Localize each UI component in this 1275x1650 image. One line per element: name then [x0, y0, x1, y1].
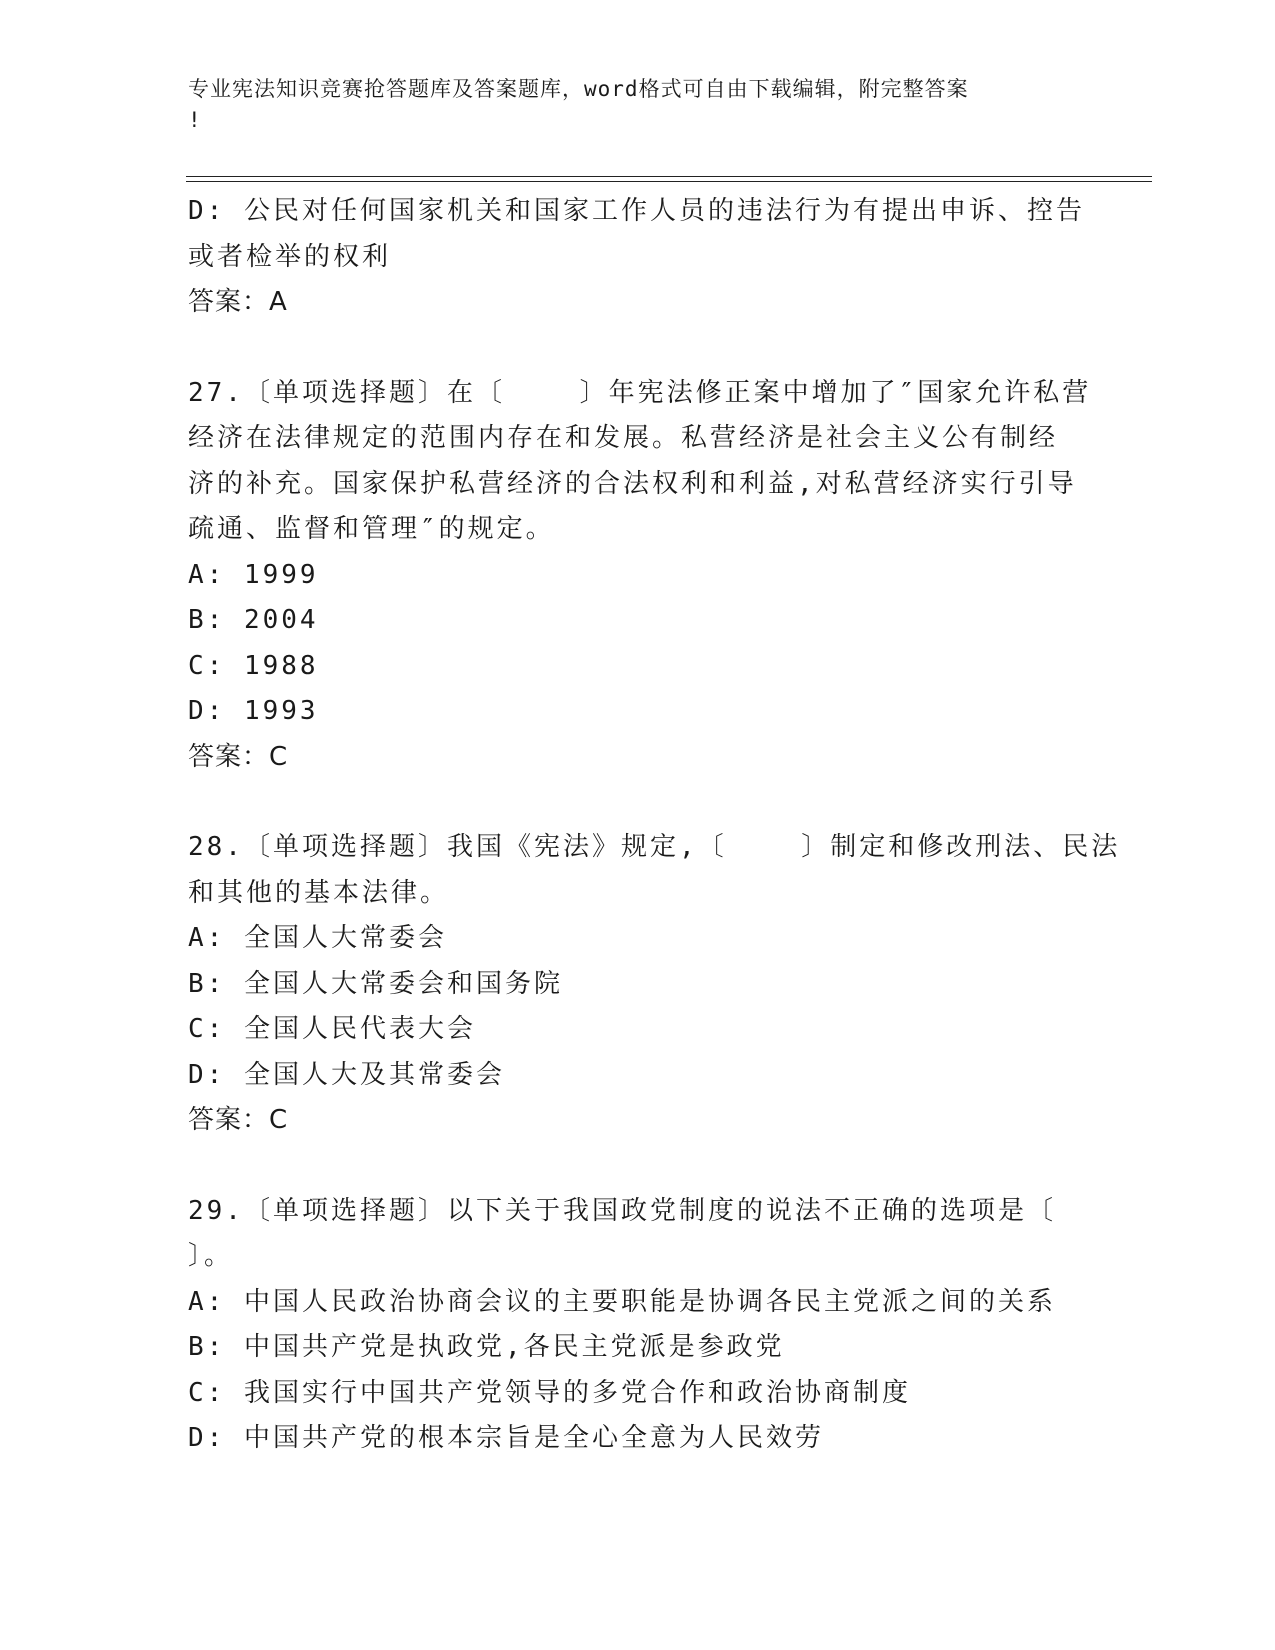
option-d-line2: 或者检举的权利 — [188, 241, 392, 272]
question-stem-line: 济的补充。国家保护私营经济的合法权利和利益,对私营经济实行引导 — [188, 468, 1077, 499]
header-title-line2: ! — [188, 108, 202, 132]
option-c: C: 我国实行中国共产党领导的多党合作和政治协商制度 — [188, 1377, 911, 1408]
spacer — [188, 1144, 1088, 1189]
option-d: D: 1993 — [188, 696, 319, 726]
question-stem-line: 27.〔单项选择题〕在〔 〕年宪法修正案中增加了″国家允许私营 — [188, 377, 1092, 408]
question-stem-line: 和其他的基本法律。 — [188, 877, 450, 908]
question-28 — [188, 825, 1121, 1144]
answer: 答案：C — [188, 1105, 289, 1135]
header-rule-bottom — [186, 181, 1152, 182]
option-d: D: 中国共产党的根本宗旨是全心全意为人民效劳 — [188, 1423, 824, 1453]
option-b: B: 中国共产党是执政党,各民主党派是参政党 — [188, 1332, 785, 1362]
question-stem-line: 28.〔单项选择题〕我国《宪法》规定,〔 〕制定和修改刑法、民法 — [188, 832, 1121, 862]
document-body — [188, 189, 1121, 1462]
option-d-line1: D: 公民对任何国家机关和国家工作人员的违法行为有提出申诉、控告 — [188, 196, 1085, 226]
spacer — [188, 780, 1088, 825]
spacer — [188, 326, 1088, 371]
option-b: B: 2004 — [188, 605, 319, 635]
question-stem-line: 29.〔单项选择题〕以下关于我国政党制度的说法不正确的选项是〔 — [188, 1195, 1056, 1226]
question-stem-line: 经济在法律规定的范围内存在和发展。私营经济是社会主义公有制经 — [188, 423, 1059, 453]
header-title-line1: 专业宪法知识竞赛抢答题库及答案题库，word格式可自由下载编辑，附完整答案 — [188, 77, 969, 101]
option-a: A: 中国人民政治协商会议的主要职能是协调各民主党派之间的关系 — [188, 1286, 1056, 1317]
question-29 — [188, 1189, 1088, 1462]
option-c: C: 全国人民代表大会 — [188, 1014, 476, 1044]
option-d: D: 全国人大及其常委会 — [188, 1059, 505, 1090]
header-rule-top — [186, 176, 1152, 177]
question-26-tail — [188, 189, 1088, 326]
question-stem-line: 疏通、监督和管理″的规定。 — [188, 514, 555, 544]
option-c: C: 1988 — [188, 650, 319, 681]
answer: 答案：C — [188, 741, 289, 772]
option-a: A: 1999 — [188, 559, 319, 590]
option-a: A: 全国人大常委会 — [188, 923, 447, 953]
answer: 答案：A — [188, 287, 288, 317]
option-b: B: 全国人大常委会和国务院 — [188, 968, 563, 999]
question-27 — [188, 371, 1092, 781]
document-header — [188, 74, 1068, 136]
question-stem-line: 〕。 — [188, 1241, 234, 1271]
